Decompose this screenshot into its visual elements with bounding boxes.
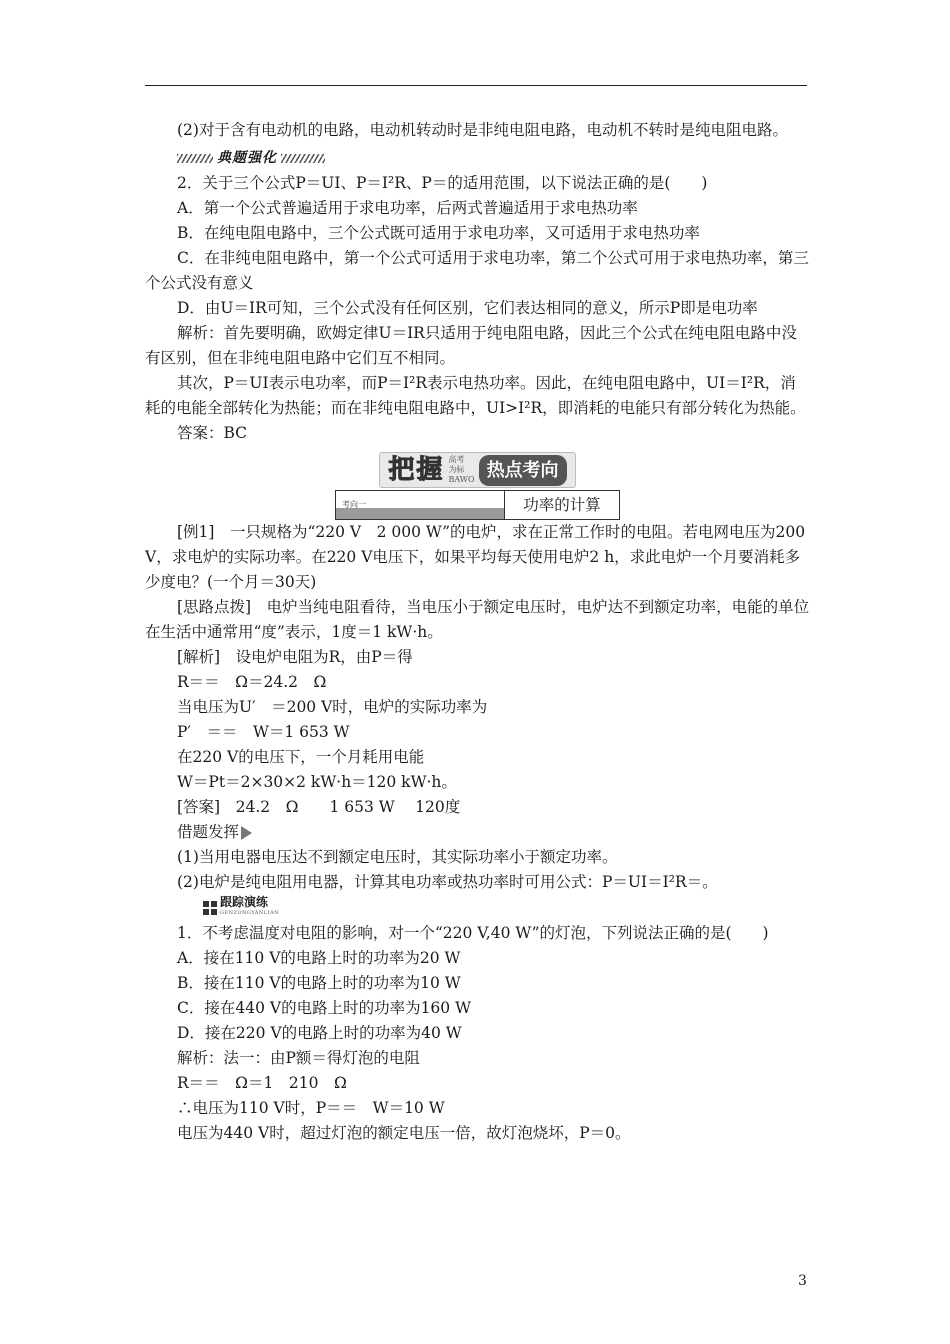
question-1-analysis-line: ∴电压为110 V时，P＝＝ W＝10 W xyxy=(177,1099,445,1117)
banner-small-2: 为标 xyxy=(448,465,465,474)
grid-icon xyxy=(203,901,217,915)
question-1-analysis-line: 电压为440 V时，超过灯泡的额定电压一倍，故灯泡烧坏，P＝0。 xyxy=(177,1124,631,1142)
example-1-answer: [答案] 24.2 Ω 1 653 W 120度 xyxy=(177,798,461,816)
question-2-analysis: 解析：首先要明确，欧姆定律U＝IR只适用于纯电阻电路，因此三个公式在纯电阻电路中没有区别，但在非纯电阻电路中它们互不相同。 xyxy=(145,324,797,367)
intro-paragraph: (2)对于含有电动机的电路，电动机转动时是非纯电阻电路，电动机不转时是纯电阻电路。 xyxy=(177,121,788,139)
banner-small-1: 高考 xyxy=(448,455,465,464)
example-1-hint: [思路点拨] 电炉当纯电阻看待，当电压小于额定电压时，电炉达不到额定功率，电能的单位在生活中通常用“度”表示，1度＝1 kW·h。 xyxy=(145,598,810,641)
example-1-solve-line: [解析] 设电炉电阻为R，由P＝得 xyxy=(177,648,413,666)
example-1-stem: [例1] 一只规格为“220 V 2 000 W”的电炉，求在正常工作时的电阻。若电网电压为200 V，求电炉的实际功率。在220 V电压下，如果平均每天使用电炉2 h，求此电炉一个月要消耗多少度电？(一个月＝30天) xyxy=(145,523,806,591)
section-banner xyxy=(145,452,810,488)
question-1-option: D．接在220 V的电路上时的功率为40 W xyxy=(177,1024,462,1042)
question-2-option-d: D．由U＝IR可知，三个公式没有任何区别，它们表达相同的意义，所示P即是电功率 xyxy=(177,299,758,317)
question-2-stem: 2．关于三个公式P＝UI、P＝I²R、P＝的适用范围，以下说法正确的是( ) xyxy=(177,174,708,192)
track-title: 跟踪演练 xyxy=(220,895,269,909)
extend-line: (1)当用电器电压达不到额定电压时，其实际功率小于额定功率。 xyxy=(177,848,618,866)
question-2-option-b: B．在纯电阻电路中，三个公式既可适用于求电功率，又可适用于求电热功率 xyxy=(177,224,700,242)
banner-sub: BAWO xyxy=(448,475,475,484)
example-1-solve-line: P′ ＝＝ W＝1 653 W xyxy=(177,723,350,741)
question-1-option: B．接在110 V的电路上时的功率为10 W xyxy=(177,974,461,992)
example-1-solve-line: W＝Pt＝2×30×2 kW·h＝120 kW·h。 xyxy=(177,773,457,791)
section-label-text: 典题强化 xyxy=(217,149,277,166)
hatch-decoration-icon xyxy=(177,154,213,163)
extend-label: 借题发挥 xyxy=(177,823,240,841)
example-1-solve-line: 当电压为U′ ＝200 V时，电炉的实际功率为 xyxy=(177,698,488,716)
question-2-option-c: C．在非纯电阻电路中，第一个公式可适用于求电功率，第二个公式可用于求电热功率，第三个公式没有意义 xyxy=(145,249,809,292)
question-2-analysis-cont: 其次，P＝UI表示电功率，而P＝I²R表示电热功率。因此，在纯电阻电路中，UI＝I²R，消耗的电能全部转化为热能；而在非纯电阻电路中，UI>I²R，即消耗的电能只有部分转化为热能。 xyxy=(145,374,806,417)
track-text xyxy=(220,897,279,919)
topic-tag: 考向一 xyxy=(342,500,366,509)
page-content xyxy=(145,118,810,1146)
extend-line: (2)电炉是纯电阻用电器，计算其电功率或热功率时可用公式：P＝UI＝I²R＝。 xyxy=(177,873,718,891)
question-1-option: C．接在440 V的电路上时的功率为160 W xyxy=(177,999,472,1017)
question-1-analysis-line: 解析：法一：由P额＝得灯泡的电阻 xyxy=(177,1049,420,1067)
section-label-typical xyxy=(177,147,810,169)
track-pinyin: GENZONGYANLIAN xyxy=(220,910,280,916)
banner-small-text xyxy=(448,455,474,485)
question-1-stem: 1．不考虑温度对电阻的影响，对一个“220 V,40 W”的灯泡，下列说法正确的是( ) xyxy=(177,924,769,942)
hatch-decoration-icon xyxy=(281,154,325,163)
banner-box xyxy=(379,452,575,488)
page-number: 3 xyxy=(798,1273,807,1289)
topic-header xyxy=(145,490,810,520)
track-practice-label xyxy=(203,897,810,919)
topic-tag-bar xyxy=(336,491,504,519)
question-1-analysis-line: R＝＝ Ω＝1 210 Ω xyxy=(177,1074,347,1092)
header-rule xyxy=(145,85,807,86)
banner-tail: 热点考向 xyxy=(479,455,567,486)
example-1-solve-line: 在220 V的电压下，一个月耗用电能 xyxy=(177,748,425,766)
example-1-solve-line: R＝＝ Ω＝24.2 Ω xyxy=(177,673,327,691)
topic-box xyxy=(335,490,620,520)
topic-title: 功率的计算 xyxy=(504,491,619,519)
play-arrow-icon xyxy=(241,826,252,840)
question-2-option-a: A．第一个公式普遍适用于求电功率，后两式普遍适用于求电热功率 xyxy=(177,199,638,217)
extend-heading xyxy=(145,820,810,845)
banner-title: 把握 xyxy=(388,454,445,485)
question-1-option: A．接在110 V的电路上时的功率为20 W xyxy=(177,949,461,967)
question-2-answer: 答案：BC xyxy=(177,424,248,442)
